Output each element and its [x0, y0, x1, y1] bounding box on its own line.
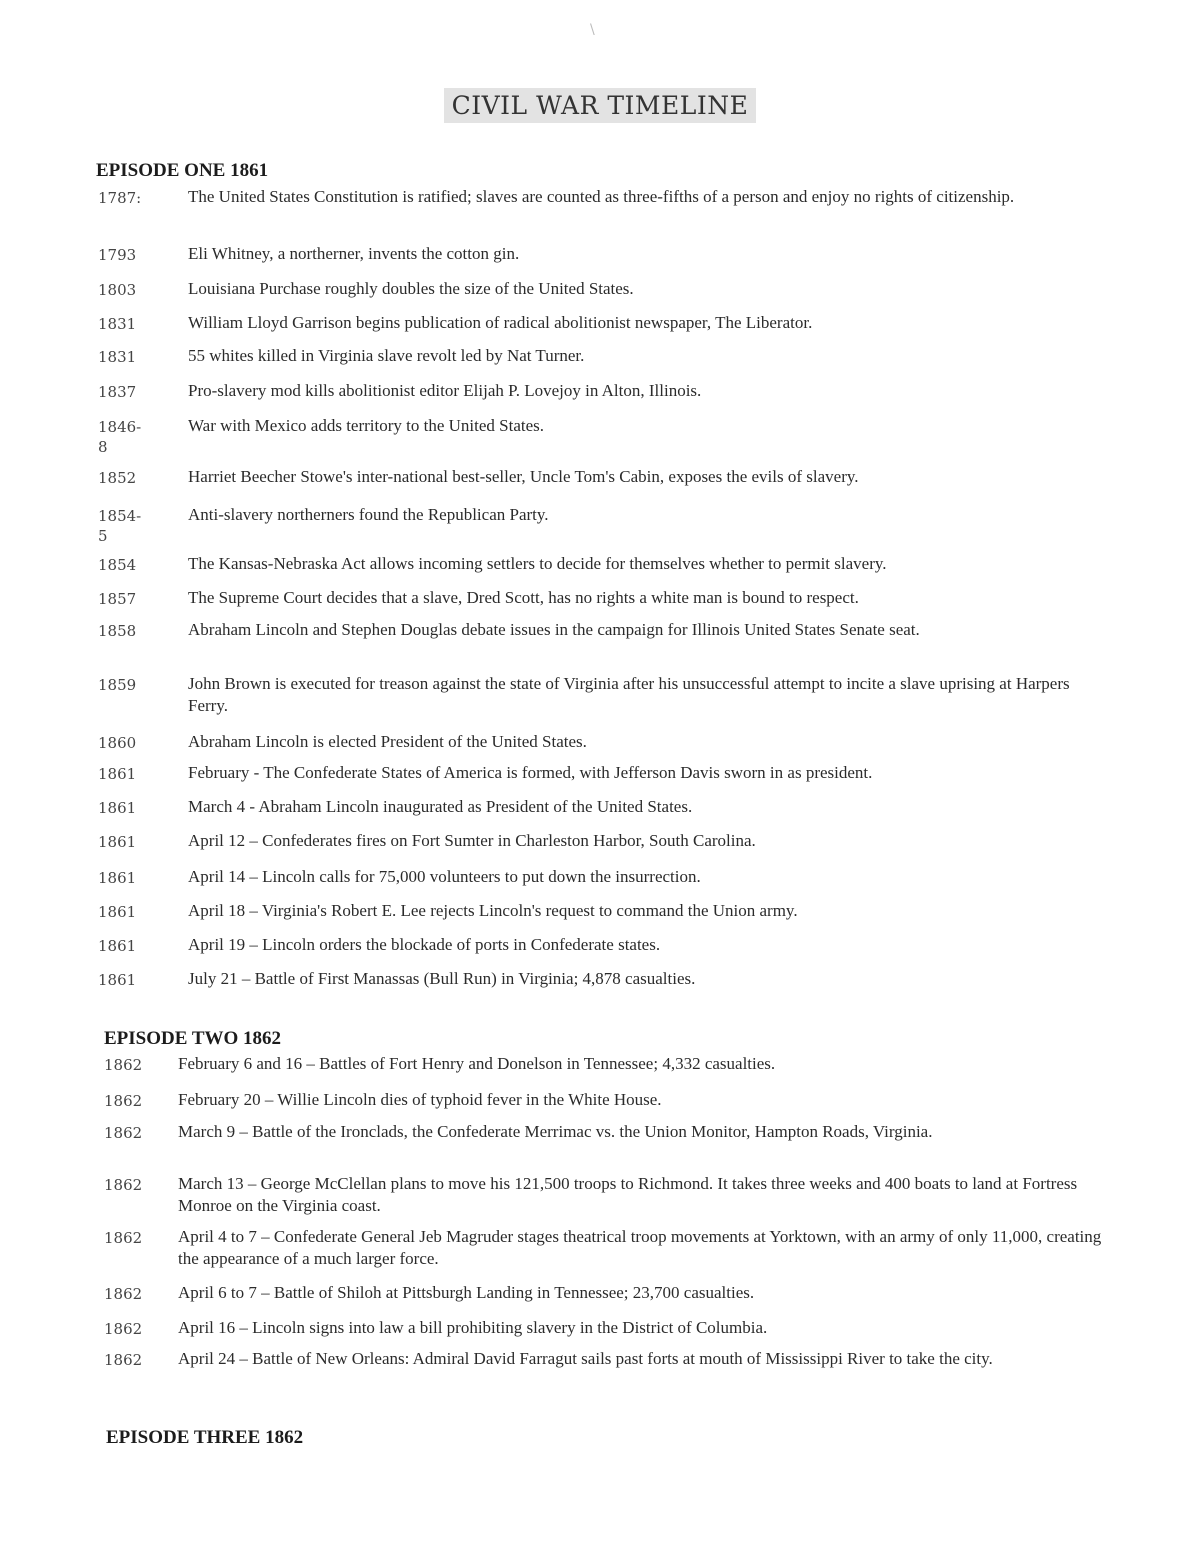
entry-description: April 6 to 7 – Battle of Shiloh at Pittsburgh Landing in Tennessee; 23,700 casualties.: [178, 1283, 755, 1302]
entry-year: 1862: [104, 1124, 143, 1142]
entry-description: War with Mexico adds territory to the United States.: [188, 416, 545, 435]
entry-year: 1787:: [98, 189, 142, 207]
entry-year: 1831: [98, 348, 137, 366]
entry-description: April 14 – Lincoln calls for 75,000 volunteers to put down the insurrection.: [188, 867, 701, 886]
entry-year: 1861: [98, 971, 137, 989]
entry-year: 1858: [98, 622, 137, 640]
entry-year: 1862: [104, 1092, 143, 1110]
entry-year: 1861: [98, 765, 137, 783]
entry-year: 1862: [104, 1285, 143, 1303]
entry-description: Louisiana Purchase roughly doubles the size of the United States.: [188, 279, 634, 298]
title-container: [0, 88, 1200, 123]
entry-description: April 24 – Battle of New Orleans: Admiral David Farragut sails past forts at mouth of Mississippi River to take the city.: [178, 1349, 993, 1368]
entry-description: February 6 and 16 – Battles of Fort Henry and Donelson in Tennessee; 4,332 casualties.: [178, 1054, 776, 1073]
page-title: CIVIL WAR TIMELINE: [444, 88, 757, 123]
entry-description: April 16 – Lincoln signs into law a bill prohibiting slavery in the District of Columbia.: [178, 1318, 768, 1337]
entry-description: April 12 – Confederates fires on Fort Sumter in Charleston Harbor, South Carolina.: [188, 831, 756, 850]
episode-two-heading: EPISODE TWO 1862: [104, 1028, 282, 1049]
entry-description: March 9 – Battle of the Ironclads, the Confederate Merrimac vs. the Union Monitor, Hampton Roads, Virginia.: [178, 1122, 933, 1141]
entry-description: February - The Confederate States of America is formed, with Jefferson Davis sworn in as president.: [188, 763, 873, 782]
entry-year: 1862: [104, 1351, 143, 1369]
entry-year: 1862: [104, 1320, 143, 1338]
entry-year: 1859: [98, 676, 137, 694]
entry-description: Abraham Lincoln is elected President of the United States.: [188, 732, 587, 751]
entry-year: 1861: [98, 937, 137, 955]
entry-description: Harriet Beecher Stowe's inter-national best-seller, Uncle Tom's Cabin, exposes the evils of slavery.: [188, 467, 859, 486]
entry-description: 55 whites killed in Virginia slave revolt led by Nat Turner.: [188, 346, 585, 365]
entry-description: The United States Constitution is ratified; slaves are counted as three-fifths of a person and enjoy no rights of citizenship.: [188, 187, 1015, 206]
entry-description: Abraham Lincoln and Stephen Douglas debate issues in the campaign for Illinois United States Senate seat.: [188, 620, 920, 639]
entry-description: July 21 – Battle of First Manassas (Bull Run) in Virginia; 4,878 casualties.: [188, 969, 696, 988]
scan-mark: \: [590, 22, 595, 38]
entry-year: 1861: [98, 903, 137, 921]
entry-description: April 4 to 7 – Confederate General Jeb Magruder stages theatrical troop movements at Yorktown, with an army of only 11,000, creating the appearance of a much larger force.: [178, 1227, 1102, 1268]
entry-year: 1860: [98, 734, 137, 752]
entry-description: Eli Whitney, a northerner, invents the cotton gin.: [188, 244, 520, 263]
entry-year: 1857: [98, 590, 137, 608]
entry-description: April 19 – Lincoln orders the blockade of ports in Confederate states.: [188, 935, 661, 954]
entry-year: 1854-5: [98, 507, 142, 545]
entry-year: 1854: [98, 556, 137, 574]
entry-description: Anti-slavery northerners found the Republican Party.: [188, 505, 549, 524]
entry-year: 1862: [104, 1176, 143, 1194]
entry-year: 1861: [98, 833, 137, 851]
entry-year: 1837: [98, 383, 137, 401]
entry-description: William Lloyd Garrison begins publication of radical abolitionist newspaper, The Liberator.: [188, 313, 813, 332]
entry-year: 1793: [98, 246, 137, 264]
entry-description: The Supreme Court decides that a slave, Dred Scott, has no rights a white man is bound to respect.: [188, 588, 859, 607]
entry-description: April 18 – Virginia's Robert E. Lee rejects Lincoln's request to command the Union army.: [188, 901, 798, 920]
entry-year: 1803: [98, 281, 137, 299]
entry-description: March 13 – George McClellan plans to move his 121,500 troops to Richmond. It takes three weeks and 400 boats to land at Fortress Monroe on the Virginia coast.: [178, 1174, 1078, 1215]
entry-description: The Kansas-Nebraska Act allows incoming settlers to decide for themselves whether to permit slavery.: [188, 554, 887, 573]
entry-year: 1846-8: [98, 418, 142, 456]
entry-year: 1852: [98, 469, 137, 487]
entry-year: 1861: [98, 869, 137, 887]
entry-year: 1831: [98, 315, 137, 333]
entry-year: 1862: [104, 1229, 143, 1247]
episode-three-heading: EPISODE THREE 1862: [106, 1427, 304, 1448]
entry-year: 1862: [104, 1056, 143, 1074]
entry-description: February 20 – Willie Lincoln dies of typhoid fever in the White House.: [178, 1090, 662, 1109]
entry-year: 1861: [98, 799, 137, 817]
entry-description: Pro-slavery mod kills abolitionist editor Elijah P. Lovejoy in Alton, Illinois.: [188, 381, 702, 400]
entry-description: John Brown is executed for treason against the state of Virginia after his unsuccessful attempt to incite a slave uprising at Harpers Ferry.: [188, 674, 1070, 715]
entry-description: March 4 - Abraham Lincoln inaugurated as President of the United States.: [188, 797, 693, 816]
episode-one-heading: EPISODE ONE 1861: [96, 160, 269, 181]
